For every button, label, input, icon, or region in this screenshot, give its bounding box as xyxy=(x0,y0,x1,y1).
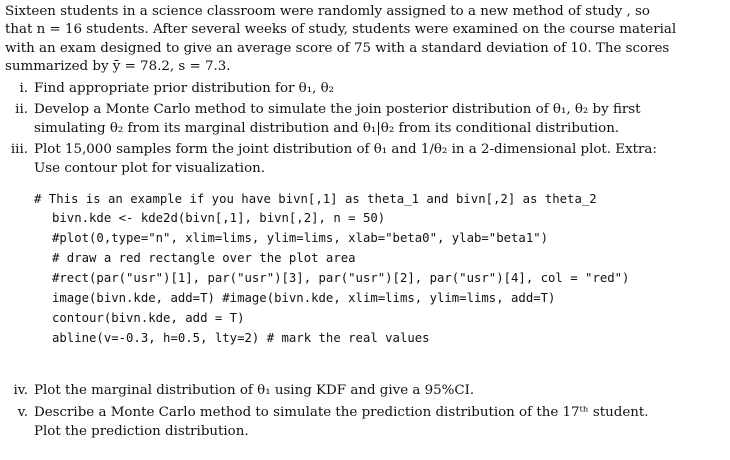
item-iii-text-2: Use contour plot for visualization. xyxy=(34,161,266,176)
item-v-text-2: Plot the prediction distribution. xyxy=(34,424,249,439)
intro-line-2: that n = 16 students. After several weeks of study, students were examined on the course material xyxy=(5,22,677,37)
code-line-6: image(bivn.kde, add=T) #image(bivn.kde, xlim=lims, ylim=lims, add=T) xyxy=(52,291,556,305)
code-line-8: abline(v=-0.3, h=0.5, lty=2) # mark the real values xyxy=(52,331,430,345)
code-line-7: contour(bivn.kde, add = T) xyxy=(52,311,245,325)
code-line-4: # draw a red rectangle over the plot area xyxy=(52,251,356,265)
item-i-text: Find appropriate prior distribution for θ₁, θ₂ xyxy=(34,81,335,96)
item-ii-number: ii. xyxy=(15,102,28,117)
item-ii-text-1: Develop a Monte Carlo method to simulate the join posterior distribution of θ₁, θ₂ by first xyxy=(34,102,641,117)
item-iv-number: iv. xyxy=(13,383,28,398)
intro-line-1: Sixteen students in a science classroom were randomly assigned to a new method of study , so xyxy=(5,4,650,19)
intro-line-3: with an exam designed to give an average score of 75 with a standard deviation of 10. The scores xyxy=(5,41,670,56)
intro-line-4: summarized by ȳ = 78.2, s = 7.3. xyxy=(5,59,231,74)
item-ii-text-2: simulating θ₂ from its marginal distribution and θ₁|θ₂ from its conditional distribution. xyxy=(34,121,620,136)
code-line-3: #plot(0,type="n", xlim=lims, ylim=lims, xlab="beta0", ylab="beta1") xyxy=(52,231,549,245)
item-iv-text: Plot the marginal distribution of θ₁ using KDF and give a 95%CI. xyxy=(34,383,475,398)
item-iii-number: iii. xyxy=(10,142,28,157)
code-line-5: #rect(par("usr")[1], par("usr")[3], par("usr")[2], par("usr")[4], col = "red") xyxy=(52,271,630,285)
code-line-2: bivn.kde <- kde2d(bivn[,1], bivn[,2], n = 50) xyxy=(52,211,386,225)
item-v-number: v. xyxy=(17,405,28,420)
item-iii-text-1: Plot 15,000 samples form the joint distribution of θ₁ and 1/θ₂ in a 2-dimensional plot. Extra: xyxy=(34,142,657,157)
item-i-number: i. xyxy=(19,81,28,96)
item-v-text-1: Describe a Monte Carlo method to simulate the prediction distribution of the 17ᵗʰ student. xyxy=(34,405,649,420)
code-line-1: # This is an example if you have bivn[,1] as theta_1 and bivn[,2] as theta_2 xyxy=(34,192,597,206)
